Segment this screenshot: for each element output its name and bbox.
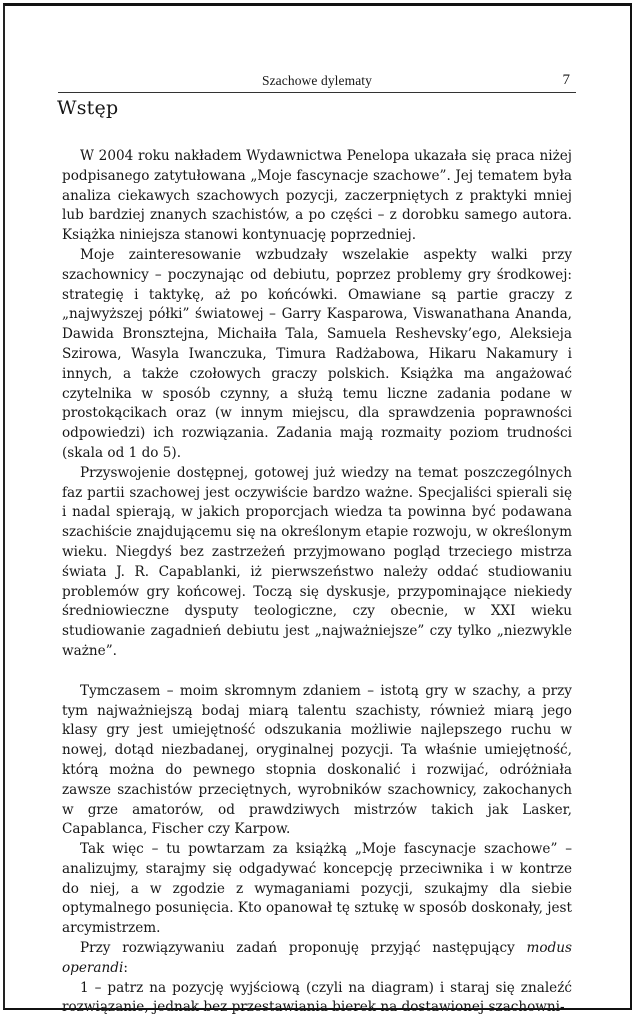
paragraph-6-tail: : [123, 959, 128, 976]
paragraph-5: Tak więc – tu powtarzam za książką „Moje fascynacje szachowe” – analizujmy, starajmy się odgadywać koncepcję przeciwnika i w kontrze do niej, a w zgodzie z wymaganiami pozycji, szukajmy dla siebie optymalnego posunięcia. Kto opanował tę sztukę w sposób doskonały, jest arcymistrzem. [62, 841, 572, 937]
paragraph-6 [62, 939, 572, 979]
running-header [58, 72, 576, 93]
modus-operandi-phrase: modus operandi [62, 940, 572, 976]
paragraph-6-text: Przy rozwiązywaniu zadań proponuję przyjąć następujący [80, 940, 515, 957]
chapter-title: Wstęp [57, 97, 119, 119]
paragraph-3: Przyswojenie dostępnej, gotowej już wiedzy na temat poszczególnych faz partii szachowej jest oczywiście bardzo ważne. Specjaliści spierali się i nadal spierają, w jakich proporcjach wiedza ta powinna być podawana szachiście znajdującemu się na określonym etapie rozwoju, w określonym wieku. Niegdyś bez zastrzeżeń przyjmowano pogląd trzeciego mistrza świata J. R. Capablanki, iż pierwszeństwo należy oddać studiowaniu problemów gry końcowej. Toczą się dyskusje, przypominające niekiedy średniowieczne dysputy teologiczne, czy obecnie, w XXI wieku studiowanie zagadnień debiutu jest „najważniejsze” czy tylko „niezwykle ważne”. [62, 464, 572, 659]
running-title: Szachowe dylematy [261, 73, 373, 88]
paragraph-1: W 2004 roku nakładem Wydawnictwa Penelopa ukazała się praca niżej podpisanego zatytułowana „Moje fascynacje szachowe”. Jej tematem była analiza ciekawych szachowych pozycji, zaczerpniętych z praktyki mniej lub bardziej znanych szachistów, a po części – z dorobku samego autora. Książka niniejsza stanowi kontynuację poprzedniej. [62, 148, 572, 244]
page-number: 7 [562, 72, 570, 88]
paragraph-4: Tymczasem – moim skromnym zdaniem – istotą gry w szachy, a przy tym najważniejszą bodaj miarą talentu szachisty, również miarą jego klasy gry jest umiejętność odszukania możliwie najlepszego ruchu w nowej, dotąd niezbadanej, oryginalnej pozycji. Ta właśnie umiejętność, którą można do pewnego stopnia doskonalić i rozwijać, odróżniała zawsze szachistów przeciętnych, wyrobników szachownicy, zakochanych w grze amatorów, od prawdziwych mistrzów takich jak Lasker, Capablanca, Fischer czy Karpow. [62, 682, 572, 838]
paragraph-2: Moje zainteresowanie wzbudzały wszelakie aspekty walki przy szachownicy – poczynając od debiutu, poprzez problemy gry środkowej: strategię i taktykę, aż po końcówki. Omawiane są partie graczy z „najwyższej półki” światowej – Garry Kasparowa, Viswanathana Ananda, Dawida Bronsztejna, Michaiła Tala, Samuela Reshevsky’ego, Aleksieja Szirowa, Wasyla Iwanczuka, Timura Radżabowa, Hikaru Nakamury i innych, a także czołowych graczy polskich. Książka ma angażować czytelnika w sposób czynny, a służą temu liczne zadania podane w prostokącikach oraz (w innym miejscu, dla sprawdzenia poprawności odpowiedzi) ich rozwiązania. Zadania mają rozmaity poziom trudności (skala od 1 do 5). [62, 246, 572, 461]
body-text [62, 147, 572, 1018]
paragraph-7: 1 – patrz na pozycję wyjściową (czyli na diagram) i staraj się znaleźć rozwiązanie, jednak bez przestawiania bierek na dostawionej szachowni- [62, 979, 572, 1016]
